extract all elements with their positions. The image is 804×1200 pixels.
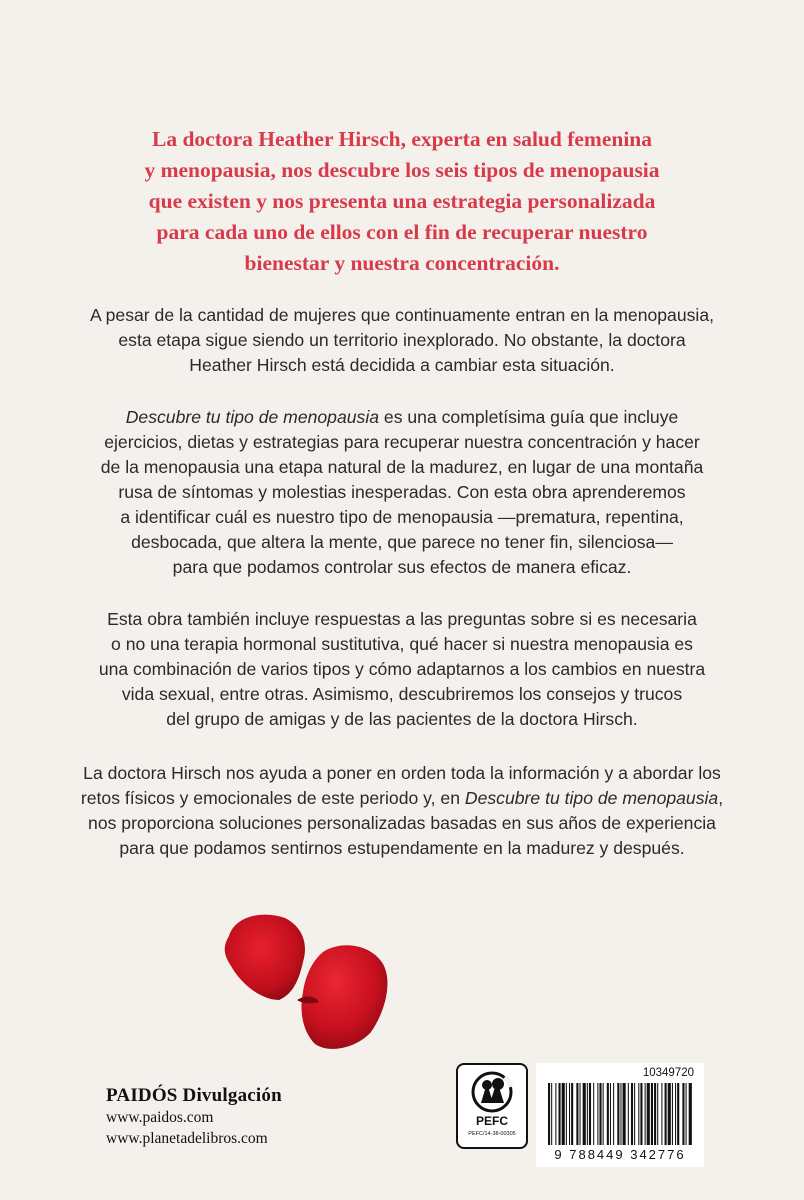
publisher-block — [106, 1085, 282, 1149]
barcode-bar — [654, 1083, 656, 1145]
paragraph-text: es una completísima guía que incluye — [379, 407, 679, 427]
barcode-bar — [620, 1083, 621, 1145]
barcode-bar — [566, 1083, 567, 1145]
paragraph-line: vida sexual, entre otras. Asimismo, descubriremos los consejos y trucos — [121, 684, 683, 704]
paragraph-line: o no una terapia hormonal sustitutiva, qué hacer si nuestra menopausia es — [111, 634, 693, 654]
barcode-bar — [562, 1083, 565, 1145]
barcode-bar — [665, 1083, 667, 1145]
paragraph-text: retos físicos y emocionales de este periodo y, en — [80, 788, 465, 808]
paragraph-2 — [40, 405, 764, 580]
reference-number: 10349720 — [642, 1067, 694, 1079]
barcode-bar — [647, 1083, 650, 1145]
paragraph-line: a identificar cuál es nuestro tipo de menopausia —prematura, repentina, — [120, 507, 684, 527]
barcode-bar — [661, 1083, 662, 1145]
barcode-bar — [640, 1083, 642, 1145]
paragraph-line: para que podamos controlar sus efectos de manera eficaz. — [172, 557, 632, 577]
barcode-bar — [668, 1083, 671, 1145]
intro-highlight — [100, 124, 704, 279]
barcode-bar — [569, 1083, 570, 1145]
publisher-url-paidos: www.paidos.com — [106, 1109, 214, 1126]
barcode-bar — [675, 1083, 676, 1145]
rose-petals-illustration — [215, 908, 395, 1058]
intro-line: para cada uno de ellos con el fin de recuperar nuestro — [156, 220, 648, 244]
petal-right — [302, 945, 388, 1049]
intro-line: que existen y nos presenta una estrategia personalizada — [148, 189, 656, 213]
isbn-barcode-box — [536, 1063, 704, 1167]
barcode-bar — [603, 1083, 604, 1145]
barcode-bar — [607, 1083, 609, 1145]
intro-line: La doctora Heather Hirsch, experta en salud femenina — [151, 127, 653, 151]
barcode-bar — [589, 1083, 591, 1145]
paragraph-3 — [40, 607, 764, 732]
paragraph-line: de la menopausia una etapa natural de la madurez, en lugar de una montaña — [100, 457, 704, 477]
intro-line: y menopausia, nos descubre los seis tipos de menopausia — [144, 158, 660, 182]
paragraph-line: ejercicios, dietas y estrategias para recuperar nuestra concentración y hacer — [104, 432, 700, 452]
barcode-bar — [672, 1083, 673, 1145]
barcode-bar — [617, 1083, 619, 1145]
barcode-bars — [546, 1083, 694, 1147]
barcode-bar — [576, 1083, 578, 1145]
paragraph-line: para que podamos sentirnos estupendamente en la madurez y después. — [119, 838, 685, 858]
barcode-bar — [686, 1083, 687, 1145]
intro-line: bienestar y nuestra concentración. — [244, 251, 560, 275]
paragraph-line: una combinación de varios tipos y cómo adaptarnos a los cambios en nuestra — [98, 659, 706, 679]
book-title: Descubre tu tipo de menopausia — [464, 788, 719, 808]
barcode-bar — [638, 1083, 639, 1145]
barcode-bar — [631, 1083, 633, 1145]
barcode-bar — [634, 1083, 635, 1145]
pefc-trees-icon — [471, 1071, 513, 1113]
paragraph-line: La doctora Hirsch nos ayuda a poner en orden toda la información y a abordar los — [83, 763, 721, 783]
publisher-brand: PAIDÓS Divulgación — [106, 1085, 282, 1106]
barcode-bar — [580, 1083, 581, 1145]
paragraph-line — [40, 405, 764, 430]
barcode-bar — [555, 1083, 556, 1145]
barcode-bar — [559, 1083, 561, 1145]
barcode-bar — [599, 1083, 601, 1145]
publisher-url-planeta: www.planetadelibros.com — [106, 1130, 268, 1147]
barcode-bar — [623, 1083, 626, 1145]
barcode-bar — [593, 1083, 594, 1145]
barcode-bar — [682, 1083, 684, 1145]
barcode-bar — [551, 1083, 552, 1145]
barcode-bar — [610, 1083, 611, 1145]
petal-left — [225, 915, 305, 1000]
paragraph-1 — [40, 303, 764, 378]
paragraph-line: Heather Hirsch está decidida a cambiar esta situación. — [189, 355, 615, 375]
paragraph-line: desbocada, que altera la mente, que parece no tener fin, silenciosa— — [131, 532, 673, 552]
paragraph-line: rusa de síntomas y molestias inesperadas. Con esta obra aprenderemos — [118, 482, 686, 502]
paragraph-line: A pesar de la cantidad de mujeres que continuamente entran en la menopausia, — [89, 305, 715, 325]
pefc-code: PEFC/14-38-00305 — [468, 1131, 516, 1137]
barcode-bar — [587, 1083, 588, 1145]
barcode-bar — [651, 1083, 653, 1145]
pefc-label: PEFC — [475, 1114, 508, 1128]
barcode-bar — [548, 1083, 550, 1145]
paragraph-line — [40, 786, 764, 811]
barcode-bar — [657, 1083, 658, 1145]
barcode-bar — [689, 1083, 692, 1145]
isbn-digits: 9 788449 342776 — [554, 1147, 686, 1162]
paragraph-line: del grupo de amigas y de las pacientes de la doctora Hirsch. — [166, 709, 638, 729]
pefc-certification-badge — [456, 1063, 528, 1149]
barcode-bar — [645, 1083, 646, 1145]
paragraph-line: Esta obra también incluye respuestas a las preguntas sobre si es necesaria — [107, 609, 697, 629]
paragraph-4 — [40, 761, 764, 861]
barcode-bar — [597, 1083, 598, 1145]
paragraph-text: , — [718, 788, 724, 808]
barcode-bar — [613, 1083, 614, 1145]
barcode-bar — [677, 1083, 679, 1145]
paragraph-line: esta etapa sigue siendo un territorio inexplorado. No obstante, la doctora — [118, 330, 686, 350]
paragraph-line: nos proporciona soluciones personalizadas basadas en sus años de experiencia — [88, 813, 716, 833]
barcode-bar — [628, 1083, 629, 1145]
book-title: Descubre tu tipo de menopausia — [125, 407, 380, 427]
barcode-bar — [571, 1083, 573, 1145]
barcode-bar — [583, 1083, 586, 1145]
